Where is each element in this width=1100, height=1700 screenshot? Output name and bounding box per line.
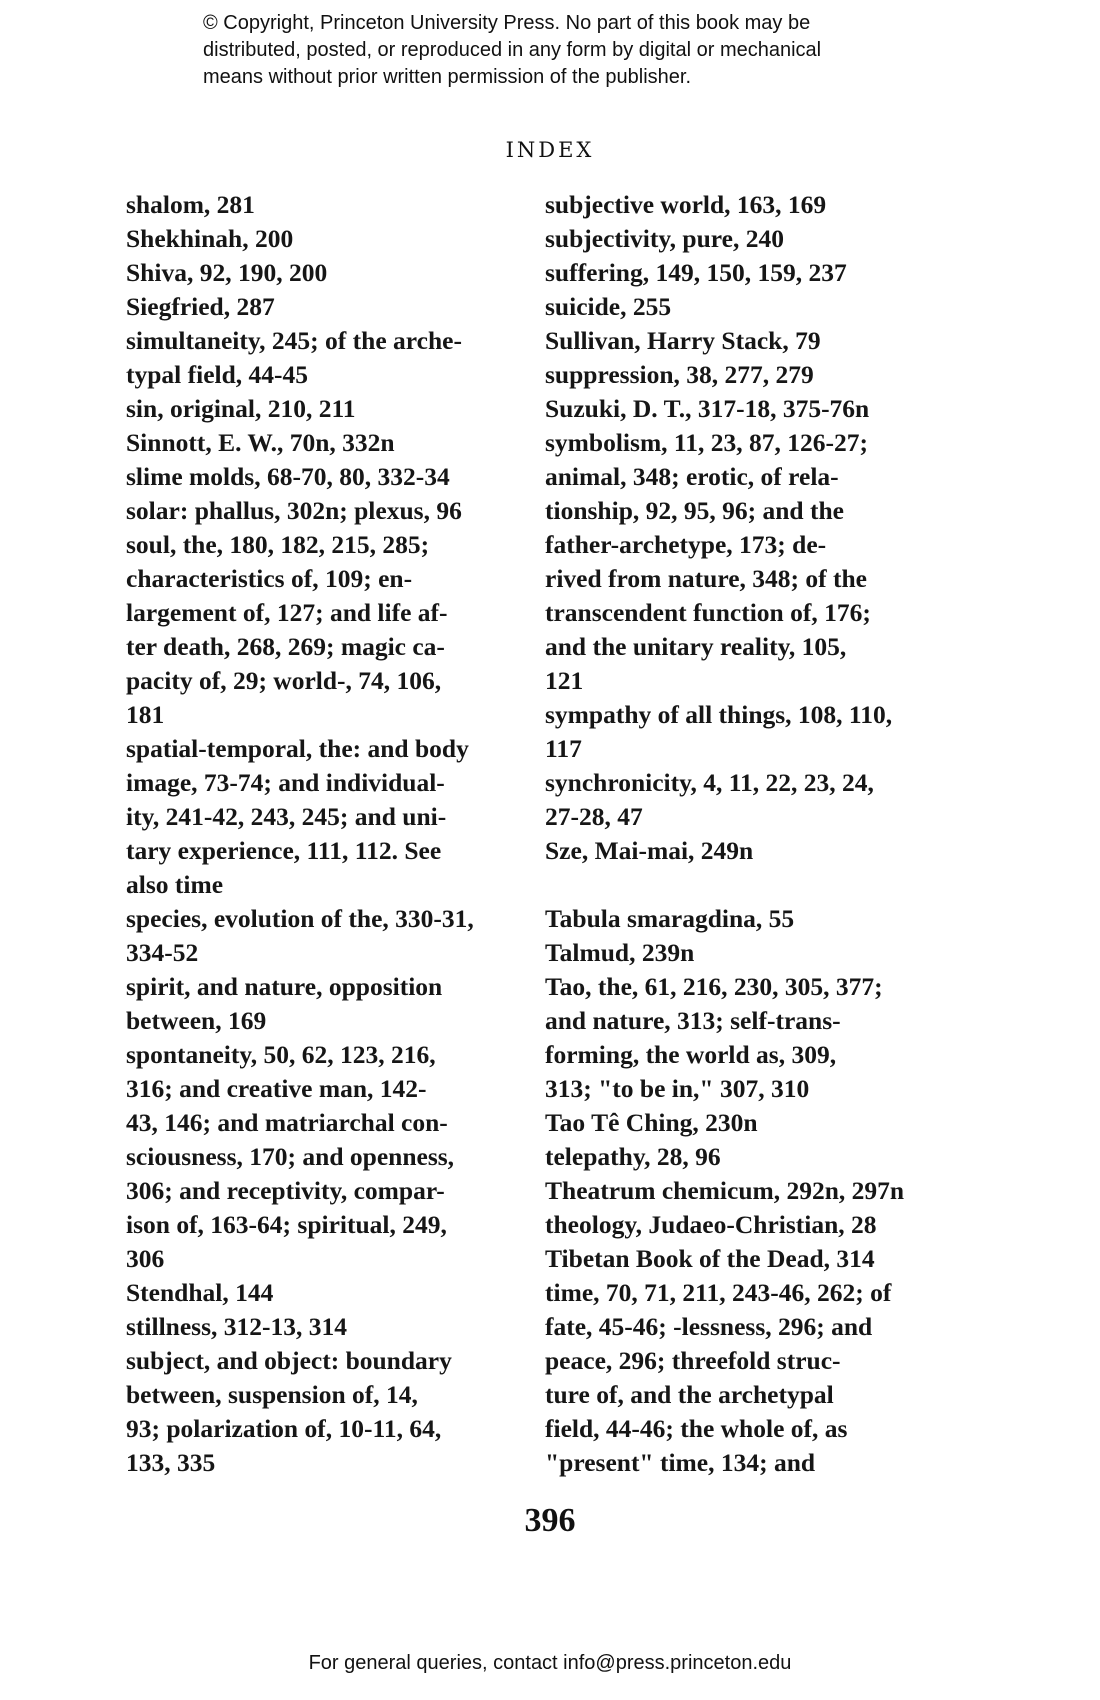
- index-entry-line: Suzuki, D. T., 317-18, 375-76n: [545, 394, 870, 423]
- index-entry-line: spontaneity, 50, 62, 123, 216,: [126, 1040, 436, 1069]
- page-number: 396: [524, 1502, 576, 1539]
- index-entry: [545, 1208, 975, 1242]
- index-entry-line: theology, Judaeo-Christian, 28: [545, 1210, 877, 1239]
- index-entry-line: 181: [126, 700, 165, 729]
- index-entry-line: Sinnott, E. W., 70n, 332n: [126, 428, 395, 457]
- index-entry-line: symbolism, 11, 23, 87, 126-27;: [545, 428, 869, 457]
- index-entry-line: stillness, 312-13, 314: [126, 1312, 348, 1341]
- index-entry: [126, 392, 531, 426]
- index-entry: [545, 698, 975, 766]
- index-entry-line: subjectivity, pure, 240: [545, 224, 784, 253]
- index-entry-line: field, 44-46; the whole of, as: [545, 1414, 848, 1443]
- index-entry: [126, 732, 531, 902]
- index-entry: [126, 222, 531, 256]
- index-entry-line: shalom, 281: [126, 190, 255, 219]
- index-entry: [126, 528, 531, 732]
- index-entry-line: Tao Tê Ching, 230n: [545, 1108, 758, 1137]
- index-entry-line: suppression, 38, 277, 279: [545, 360, 814, 389]
- index-column-left: [126, 188, 531, 1480]
- index-entry-line: Tabula smaragdina, 55: [545, 904, 795, 933]
- index-entry-line: slime molds, 68-70, 80, 332-34: [126, 462, 450, 491]
- index-entry-line: Siegfried, 287: [126, 292, 275, 321]
- index-entry-line: and the unitary reality, 105,: [545, 632, 847, 661]
- index-entry-line: Talmud, 239n: [545, 938, 695, 967]
- index-entry-line: suffering, 149, 150, 159, 237: [545, 258, 847, 287]
- index-entry-line: suicide, 255: [545, 292, 672, 321]
- index-entry-line: synchronicity, 4, 11, 22, 23, 24,: [545, 768, 874, 797]
- index-entry-line: ture of, and the archetypal: [545, 1380, 834, 1409]
- index-entry-line: ter death, 268, 269; magic ca-: [126, 632, 445, 661]
- index-entry-line: tary experience, 111, 112. See: [126, 836, 442, 865]
- index-entry-line: Tibetan Book of the Dead, 314: [545, 1244, 875, 1273]
- index-entry-line: peace, 296; threefold struc-: [545, 1346, 841, 1375]
- index-entry: [126, 290, 531, 324]
- index-entry-line: 306; and receptivity, compar-: [126, 1176, 445, 1205]
- index-entry: [126, 324, 531, 392]
- index-entry-line: species, evolution of the, 330-31,: [126, 904, 474, 933]
- index-entry: [545, 256, 975, 290]
- index-entry: [545, 1174, 975, 1208]
- copyright-notice: [203, 10, 923, 91]
- index-entry: [126, 970, 531, 1038]
- index-entry: [545, 1276, 975, 1480]
- index-entry-line: 93; polarization of, 10-11, 64,: [126, 1414, 442, 1443]
- index-entry: [545, 1106, 975, 1140]
- page-heading: INDEX: [505, 138, 595, 162]
- index-entry-line: ison of, 163-64; spiritual, 249,: [126, 1210, 447, 1239]
- copyright-line: distributed, posted, or reproduced in any form by digital or mechanical: [203, 39, 822, 61]
- copyright-line: means without prior written permission of the publisher.: [203, 66, 692, 88]
- index-entry-line: 334-52: [126, 938, 199, 967]
- index-entry: [126, 1038, 531, 1276]
- index-entry-line: image, 73-74; and individual-: [126, 768, 445, 797]
- index-entry-line: typal field, 44-45: [126, 360, 309, 389]
- index-entry-line: forming, the world as, 309,: [545, 1040, 837, 1069]
- index-entry: [545, 936, 975, 970]
- index-entry-line: telepathy, 28, 96: [545, 1142, 721, 1171]
- index-entry: [545, 358, 975, 392]
- index-entry-line: Tao, the, 61, 216, 230, 305, 377;: [545, 972, 883, 1001]
- index-entry: [545, 188, 975, 222]
- index-entry: [126, 188, 531, 222]
- index-entry: [126, 902, 531, 970]
- index-entry: [545, 970, 975, 1106]
- index-entry-line: Sullivan, Harry Stack, 79: [545, 326, 821, 355]
- index-entry-line: 27-28, 47: [545, 802, 643, 831]
- index-entry-line: characteristics of, 109; en-: [126, 564, 413, 593]
- index-entry: [126, 1310, 531, 1344]
- index-entry-line: 121: [545, 666, 584, 695]
- index-column-right: [545, 188, 975, 1480]
- index-entry: [545, 426, 975, 698]
- index-entry-line: 316; and creative man, 142-: [126, 1074, 427, 1103]
- index-entry-line: spirit, and nature, opposition: [126, 972, 443, 1001]
- index-entry-line: soul, the, 180, 182, 215, 285;: [126, 530, 430, 559]
- index-entry-line: transcendent function of, 176;: [545, 598, 871, 627]
- index-entry-line: Sze, Mai-mai, 249n: [545, 836, 754, 865]
- index-entry-line: also time: [126, 870, 224, 899]
- index-entry-line: sciousness, 170; and openness,: [126, 1142, 455, 1171]
- index-entry-line: largement of, 127; and life af-: [126, 598, 448, 627]
- index-entry-line: pacity of, 29; world-, 74, 106,: [126, 666, 442, 695]
- index-entry: [545, 392, 975, 426]
- index-entry-line: spatial-temporal, the: and body: [126, 734, 469, 763]
- index-entry-line: Shiva, 92, 190, 200: [126, 258, 328, 287]
- copyright-line: © Copyright, Princeton University Press. No part of this book may be: [203, 12, 811, 34]
- index-entry-line: simultaneity, 245; of the arche-: [126, 326, 462, 355]
- index-entry-line: sympathy of all things, 108, 110,: [545, 700, 893, 729]
- index-entry-line: Stendhal, 144: [126, 1278, 274, 1307]
- index-entry-line: 43, 146; and matriarchal con-: [126, 1108, 448, 1137]
- index-entry-line: "present" time, 134; and: [545, 1448, 816, 1477]
- index-entry-line: tionship, 92, 95, 96; and the: [545, 496, 844, 525]
- index-entry-line: 306: [126, 1244, 165, 1273]
- index-entry: [126, 426, 531, 460]
- index-entry-line: between, suspension of, 14,: [126, 1380, 418, 1409]
- index-entry-line: 133, 335: [126, 1448, 216, 1477]
- index-entry: [545, 834, 975, 868]
- footer-contact: For general queries, contact info@press.princeton.edu: [308, 1652, 792, 1674]
- index-entry-line: father-archetype, 173; de-: [545, 530, 827, 559]
- index-entry: [545, 222, 975, 256]
- index-entry-line: between, 169: [126, 1006, 267, 1035]
- index-entry-line: and nature, 313; self-trans-: [545, 1006, 841, 1035]
- index-entry: [545, 766, 975, 834]
- index-entry: [126, 1344, 531, 1480]
- index-entry-line: animal, 348; erotic, of rela-: [545, 462, 839, 491]
- index-entry: [545, 1242, 975, 1276]
- index-entry: [126, 460, 531, 494]
- index-entry-line: 117: [545, 734, 582, 763]
- index-entry-line: Shekhinah, 200: [126, 224, 294, 253]
- index-entry: [126, 256, 531, 290]
- index-entry-line: time, 70, 71, 211, 243-46, 262; of: [545, 1278, 892, 1307]
- index-entry: [545, 902, 975, 936]
- index-entry-line: subject, and object: boundary: [126, 1346, 452, 1375]
- index-entry-line: rived from nature, 348; of the: [545, 564, 867, 593]
- index-entry-line: solar: phallus, 302n; plexus, 96: [126, 496, 462, 525]
- index-entry-line: fate, 45-46; -lessness, 296; and: [545, 1312, 873, 1341]
- index-entry: [545, 324, 975, 358]
- index-entry-line: ity, 241-42, 243, 245; and uni-: [126, 802, 447, 831]
- index-entry: [126, 1276, 531, 1310]
- index-entry-line: subjective world, 163, 169: [545, 190, 827, 219]
- index-entry-line: sin, original, 210, 211: [126, 394, 356, 423]
- index-entry-line: Theatrum chemicum, 292n, 297n: [545, 1176, 905, 1205]
- index-entry: [545, 1140, 975, 1174]
- index-entry: [545, 290, 975, 324]
- index-entry-line: 313; "to be in," 307, 310: [545, 1074, 810, 1103]
- index-entry: [126, 494, 531, 528]
